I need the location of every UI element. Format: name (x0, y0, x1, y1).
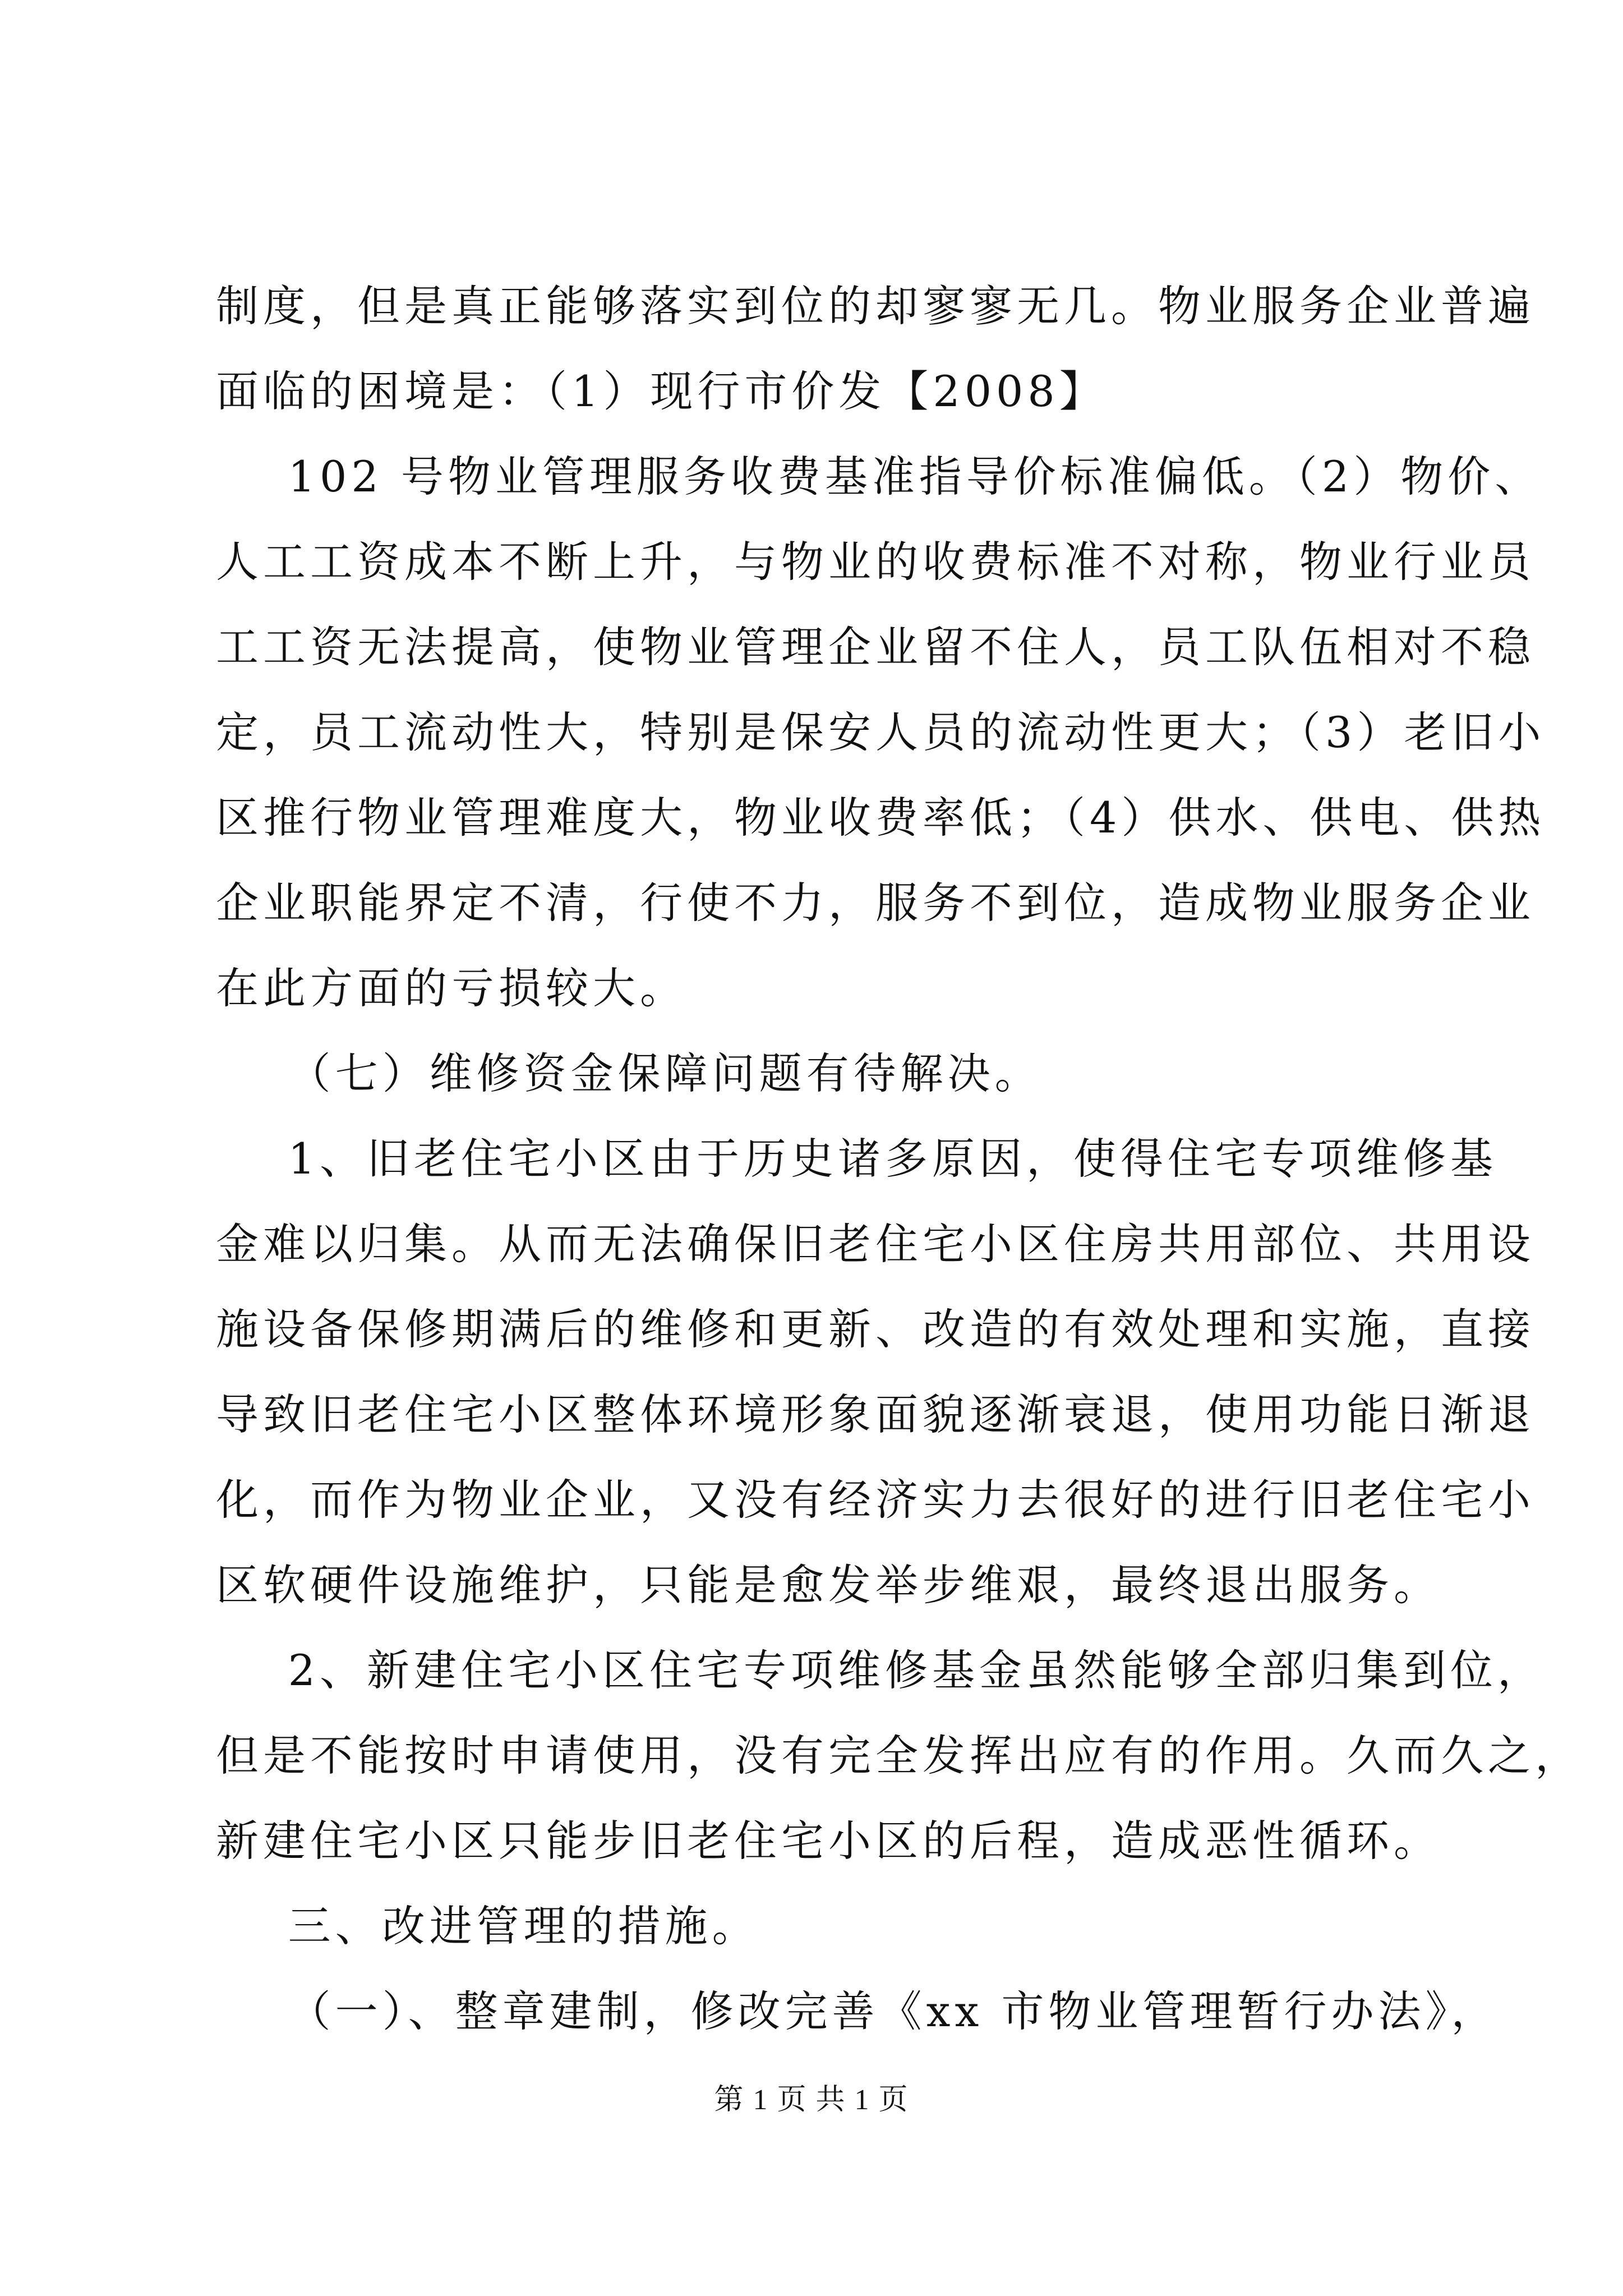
section-heading: （一）、整章建制，修改完善《xx 市物业管理暂行办法》， (216, 1986, 1498, 2036)
text-line: 1、旧老住宅小区由于历史诸多原因，使得住宅专项维修基 (216, 1134, 1497, 1184)
text-line: 面临的困境是：（1）现行市价发【2008】 (216, 366, 1106, 416)
text-line: 2、新建住宅小区住宅专项维修基金虽然能够全部归集到位， (216, 1645, 1544, 1695)
text-line: 102 号物业管理服务收费基准指导价标准偏低。（2）物价、 (216, 452, 1542, 501)
text-line: 在此方面的亏损较大。 (216, 963, 687, 1013)
text-line: 导致旧老住宅小区整体环境形象面貌逐渐衰退，使用功能日渐退 (216, 1389, 1535, 1439)
text-line: 企业职能界定不清，行使不力，服务不到位，造成物业服务企业 (216, 878, 1535, 928)
section-heading: （七）维修资金保障问题有待解决。 (216, 1048, 1042, 1098)
text-line: 人工工资成本不断上升，与物业的收费标准不对称，物业行业员 (216, 537, 1535, 587)
text-line: 定，员工流动性大，特别是保安人员的流动性更大；（3）老旧小 (216, 707, 1546, 757)
text-line: 区软硬件设施维护，只能是愈发举步维艰，最终退出服务。 (216, 1560, 1441, 1610)
text-line: 制度，但是真正能够落实到位的却寥寥无几。物业服务企业普遍 (216, 281, 1535, 331)
document-body (216, 264, 1582, 2054)
text-line: 区推行物业管理难度大，物业收费率低；（4）供水、供电、供热 (216, 793, 1546, 843)
text-line: 化，而作为物业企业，又没有经济实力去很好的进行旧老住宅小 (216, 1475, 1535, 1525)
text-line: 工工资无法提高，使物业管理企业留不住人，员工队伍相对不稳 (216, 622, 1535, 672)
text-line: 但是不能按时申请使用，没有完全发挥出应有的作用。久而久之， (216, 1731, 1582, 1780)
text-line: 金难以归集。从而无法确保旧老住宅小区住房共用部位、共用设 (216, 1219, 1535, 1269)
section-heading: 三、改进管理的措施。 (216, 1901, 759, 1951)
text-line: 施设备保修期满后的维修和更新、改造的有效处理和实施，直接 (216, 1304, 1535, 1354)
page-footer: 第 1 页 共 1 页 (714, 2084, 909, 2116)
text-line: 新建住宅小区只能步旧老住宅小区的后程，造成恶性循环。 (216, 1816, 1441, 1866)
